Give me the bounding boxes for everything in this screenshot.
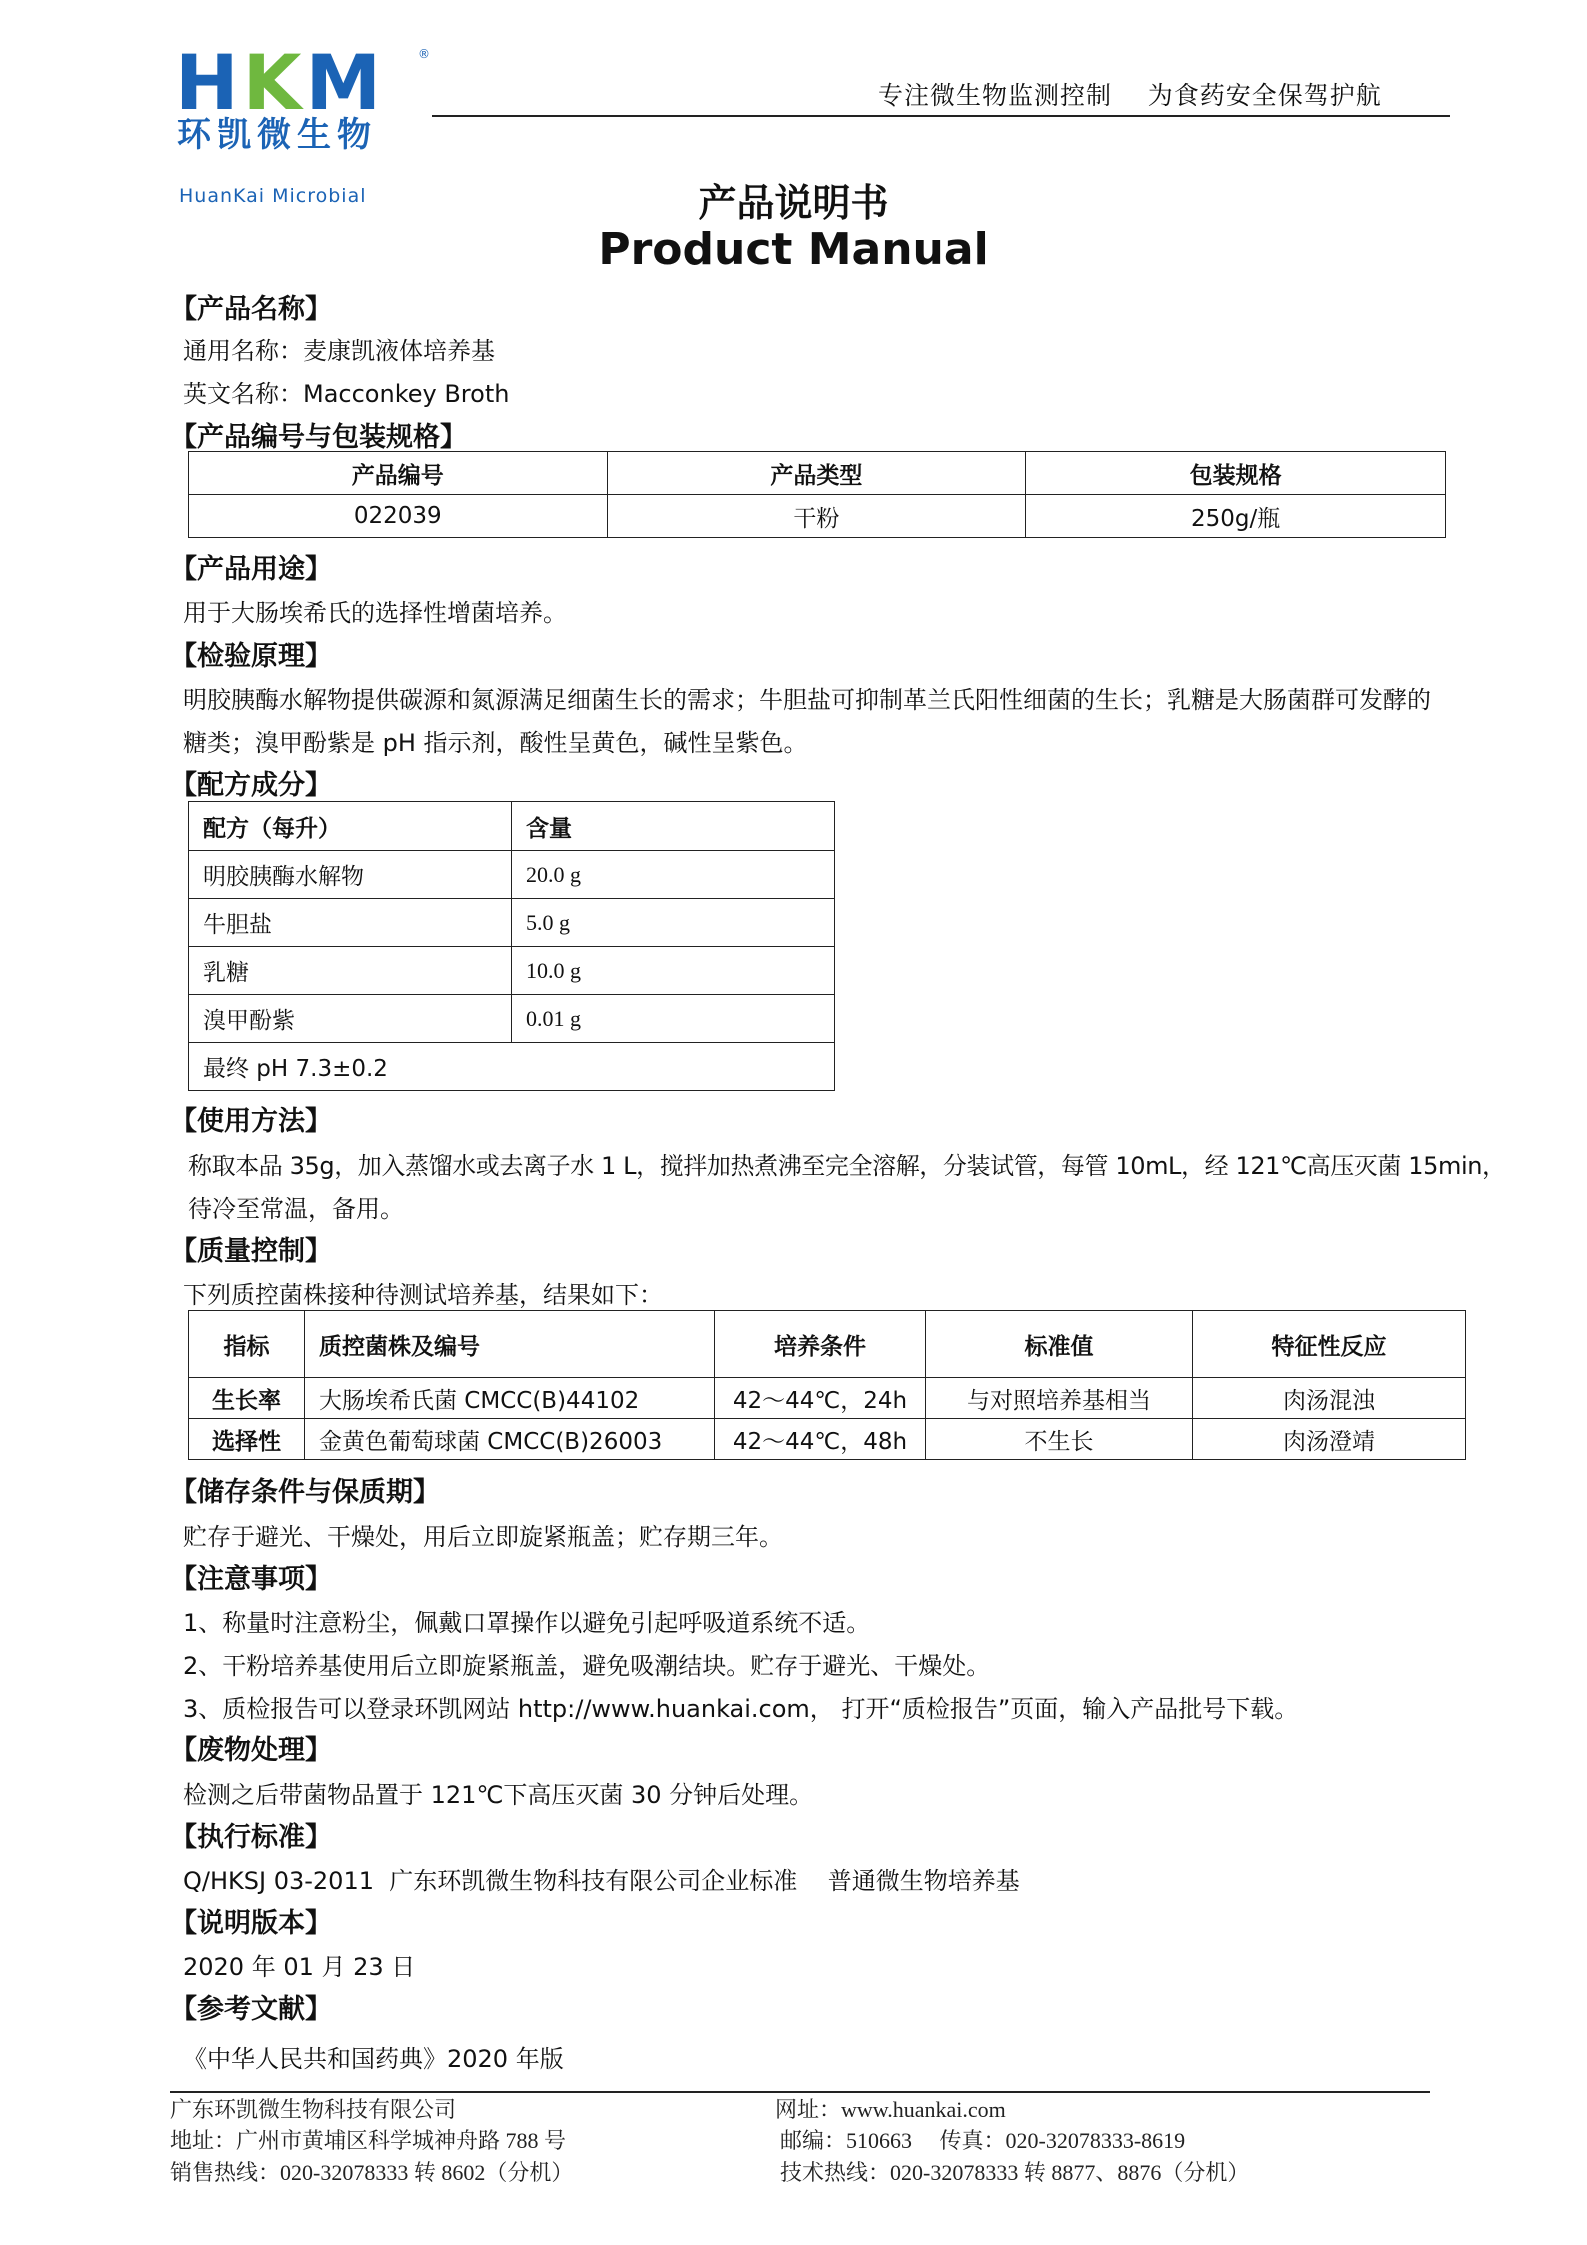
column-header: 配方（每升） (189, 802, 512, 851)
qc-strain: 大肠埃希氏菌 CMCC(B)44102 (305, 1378, 715, 1419)
principle-line-2: 糖类；溴甲酚紫是 pH 指示剂，酸性呈黄色，碱性呈紫色。 (183, 729, 808, 757)
quality-intro: 下列质控菌株接种待测试培养基，结果如下： (183, 1281, 663, 1309)
column-header: 产品编号 (189, 452, 608, 495)
section-heading-notes: 【注意事项】 (170, 1564, 332, 1595)
footer-website: 网址：www.huankai.com (775, 2097, 1006, 2122)
ingredient-name: 牛胆盐 (189, 899, 512, 947)
column-header: 特征性反应 (1193, 1311, 1466, 1378)
final-ph: 最终 pH 7.3±0.2 (189, 1043, 835, 1091)
footer-sales-hotline: 销售热线：020-32078333 转 8602（分机） (170, 2160, 574, 2185)
table-row (189, 1378, 1466, 1419)
section-heading-standard: 【执行标准】 (170, 1822, 332, 1853)
note-item: 1、称量时注意粉尘，佩戴口罩操作以避免引起呼吸道系统不适。 (183, 1609, 871, 1637)
qc-standard: 与对照培养基相当 (926, 1378, 1193, 1419)
qc-strain: 金黄色葡萄球菌 CMCC(B)26003 (305, 1419, 715, 1460)
waste-text: 检测之后带菌物品置于 121℃下高压灭菌 30 分钟后处理。 (183, 1781, 814, 1809)
table-header-row (189, 1311, 1466, 1378)
registered-mark: ® (418, 47, 430, 61)
logo-text: HKM (175, 38, 386, 127)
ingredient-amount: 5.0 g (512, 899, 835, 947)
qc-condition: 42～44℃，24h (715, 1378, 926, 1419)
qc-standard: 不生长 (926, 1419, 1193, 1460)
logo-chinese-name: 环凯微生物 (177, 115, 377, 155)
ingredient-amount: 20.0 g (512, 851, 835, 899)
reference-text: 《中华人民共和国药典》2020 年版 (183, 2045, 564, 2073)
table-row (189, 495, 1446, 538)
use-text: 用于大肠埃希氏的选择性增菌培养。 (183, 599, 567, 627)
standard-text: Q/HKSJ 03-2011 广东环凯微生物科技有限公司企业标准 普通微生物培养基 (183, 1867, 1020, 1895)
section-heading-reference: 【参考文献】 (170, 1994, 332, 2025)
qc-reaction: 肉汤混浊 (1193, 1378, 1466, 1419)
english-name: 英文名称：Macconkey Broth (183, 380, 510, 408)
column-header: 标准值 (926, 1311, 1193, 1378)
document-title-en: Product Manual (598, 224, 989, 275)
table-header-row (189, 802, 835, 851)
section-heading-storage: 【储存条件与保质期】 (170, 1477, 440, 1508)
qc-reaction: 肉汤澄靖 (1193, 1419, 1466, 1460)
package-spec: 250g/瓶 (1026, 495, 1446, 538)
footer-company: 广东环凯微生物科技有限公司 (170, 2097, 457, 2122)
qc-indicator: 生长率 (189, 1378, 305, 1419)
version-date: 2020 年 01 月 23 日 (183, 1953, 416, 1981)
principle-line-1: 明胶胰酶水解物提供碳源和氮源满足细菌生长的需求；牛胆盐可抑制革兰氏阳性细菌的生长；乳糖是大肠菌群可发酵的 (183, 686, 1431, 714)
ingredient-amount: 0.01 g (512, 995, 835, 1043)
logo-english-name: HuanKai Microbial (179, 185, 367, 207)
product-code: 022039 (189, 495, 608, 538)
footer-address: 地址：广州市黄埔区科学城神舟路 788 号 (170, 2128, 567, 2153)
storage-text: 贮存于避光、干燥处，用后立即旋紧瓶盖；贮存期三年。 (183, 1523, 783, 1551)
qc-indicator: 选择性 (189, 1419, 305, 1460)
column-header: 质控菌株及编号 (305, 1311, 715, 1378)
table-row (189, 1043, 835, 1091)
section-heading-version: 【说明版本】 (170, 1908, 332, 1939)
common-name: 通用名称：麦康凯液体培养基 (183, 337, 495, 365)
table-row (189, 1419, 1466, 1460)
header-slogan: 专注微生物监测控制 为食药安全保驾护航 (878, 81, 1382, 110)
note-item: 2、干粉培养基使用后立即旋紧瓶盖，避免吸潮结块。贮存于避光、干燥处。 (183, 1652, 991, 1680)
note-item: 3、质检报告可以登录环凯网站 http://www.huankai.com， 打开“质检报告”页面，输入产品批号下载。 (183, 1695, 1299, 1723)
company-logo (175, 38, 435, 207)
section-heading-principle: 【检验原理】 (170, 641, 332, 672)
column-header: 指标 (189, 1311, 305, 1378)
section-heading-waste: 【废物处理】 (170, 1735, 332, 1766)
formula-table (188, 801, 835, 1091)
ingredient-name: 明胶胰酶水解物 (189, 851, 512, 899)
table-row (189, 851, 835, 899)
header-divider (432, 115, 1450, 117)
ingredient-name: 溴甲酚紫 (189, 995, 512, 1043)
method-line-1: 称取本品 35g，加入蒸馏水或去离子水 1 L，搅拌加热煮沸至完全溶解，分装试管，每管 10mL，经 121℃高压灭菌 15min， (188, 1152, 1506, 1180)
section-heading-use: 【产品用途】 (170, 554, 332, 585)
column-header: 产品类型 (607, 452, 1026, 495)
table-header-row (189, 452, 1446, 495)
section-heading-name: 【产品名称】 (170, 294, 332, 325)
section-heading-method: 【使用方法】 (170, 1106, 332, 1137)
ingredient-name: 乳糖 (189, 947, 512, 995)
logo-mark (175, 38, 386, 127)
column-header: 培养条件 (715, 1311, 926, 1378)
footer-tech-hotline: 技术热线：020-32078333 转 8877、8876（分机） (780, 2160, 1250, 2185)
method-line-2: 待冷至常温，备用。 (188, 1195, 404, 1223)
table-row (189, 899, 835, 947)
section-heading-quality: 【质量控制】 (170, 1236, 332, 1267)
qc-condition: 42～44℃，48h (715, 1419, 926, 1460)
ingredient-amount: 10.0 g (512, 947, 835, 995)
quality-control-table (188, 1310, 1466, 1460)
column-header: 包装规格 (1026, 452, 1446, 495)
packaging-table (188, 451, 1446, 538)
product-type: 干粉 (607, 495, 1026, 538)
footer-postcode-fax: 邮编：510663 传真：020-32078333-8619 (780, 2128, 1186, 2153)
table-row (189, 947, 835, 995)
document-title-cn: 产品说明书 (698, 181, 889, 225)
section-heading-packaging: 【产品编号与包装规格】 (170, 422, 467, 453)
column-header: 含量 (512, 802, 835, 851)
section-heading-formula: 【配方成分】 (170, 770, 332, 801)
table-row (189, 995, 835, 1043)
